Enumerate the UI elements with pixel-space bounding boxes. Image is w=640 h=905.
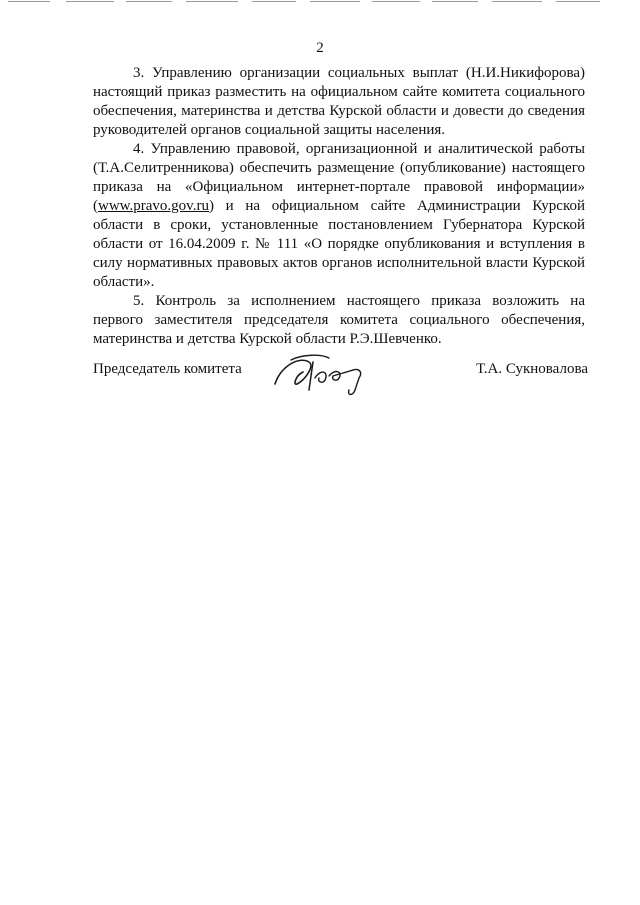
- paragraph-4-text-start: 4. Управлению правовой, организационной и аналитической работы (Т.А.Селитренникова) обеспечить размещение (опубликование) настоящего приказа на «Официальном интернет-портале правовой информации» (: [93, 141, 585, 214]
- paragraph-5: 5. Контроль за исполнением настоящего приказа возложить на первого заместителя председателя комитета социального обеспечения, материнства и детства Курской области Р.Э.Шевченко.: [93, 293, 585, 347]
- paragraph-4: [93, 140, 585, 292]
- pravo-portal-link[interactable]: www.pravo.gov.ru: [98, 198, 209, 214]
- signatory-name: Т.А. Сукновалова: [476, 361, 588, 377]
- top-scan-edge: [0, 0, 640, 4]
- page-number: 2: [316, 40, 324, 56]
- paragraph-4-text-end: ) и на официальном сайте Администрации Курской области в сроки, установленные постановлением Губернатора Курской области от 16.04.2009 г. № 111 «О порядке опубликования и вступления в силу нормативных правовых актов органов исполнительной власти Курской области».: [93, 198, 585, 290]
- handwritten-signature: [269, 350, 379, 400]
- document-body: [93, 64, 585, 349]
- paragraph-3: 3. Управлению организации социальных выплат (Н.И.Никифорова) настоящий приказ разместить на официальном сайте комитета социального обеспечения, материнства и детства Курской области и довести до сведения руководителей органов социальной защиты населения.: [93, 65, 585, 138]
- signatory-title: Председатель комитета: [93, 361, 242, 377]
- signature-block: [93, 350, 588, 410]
